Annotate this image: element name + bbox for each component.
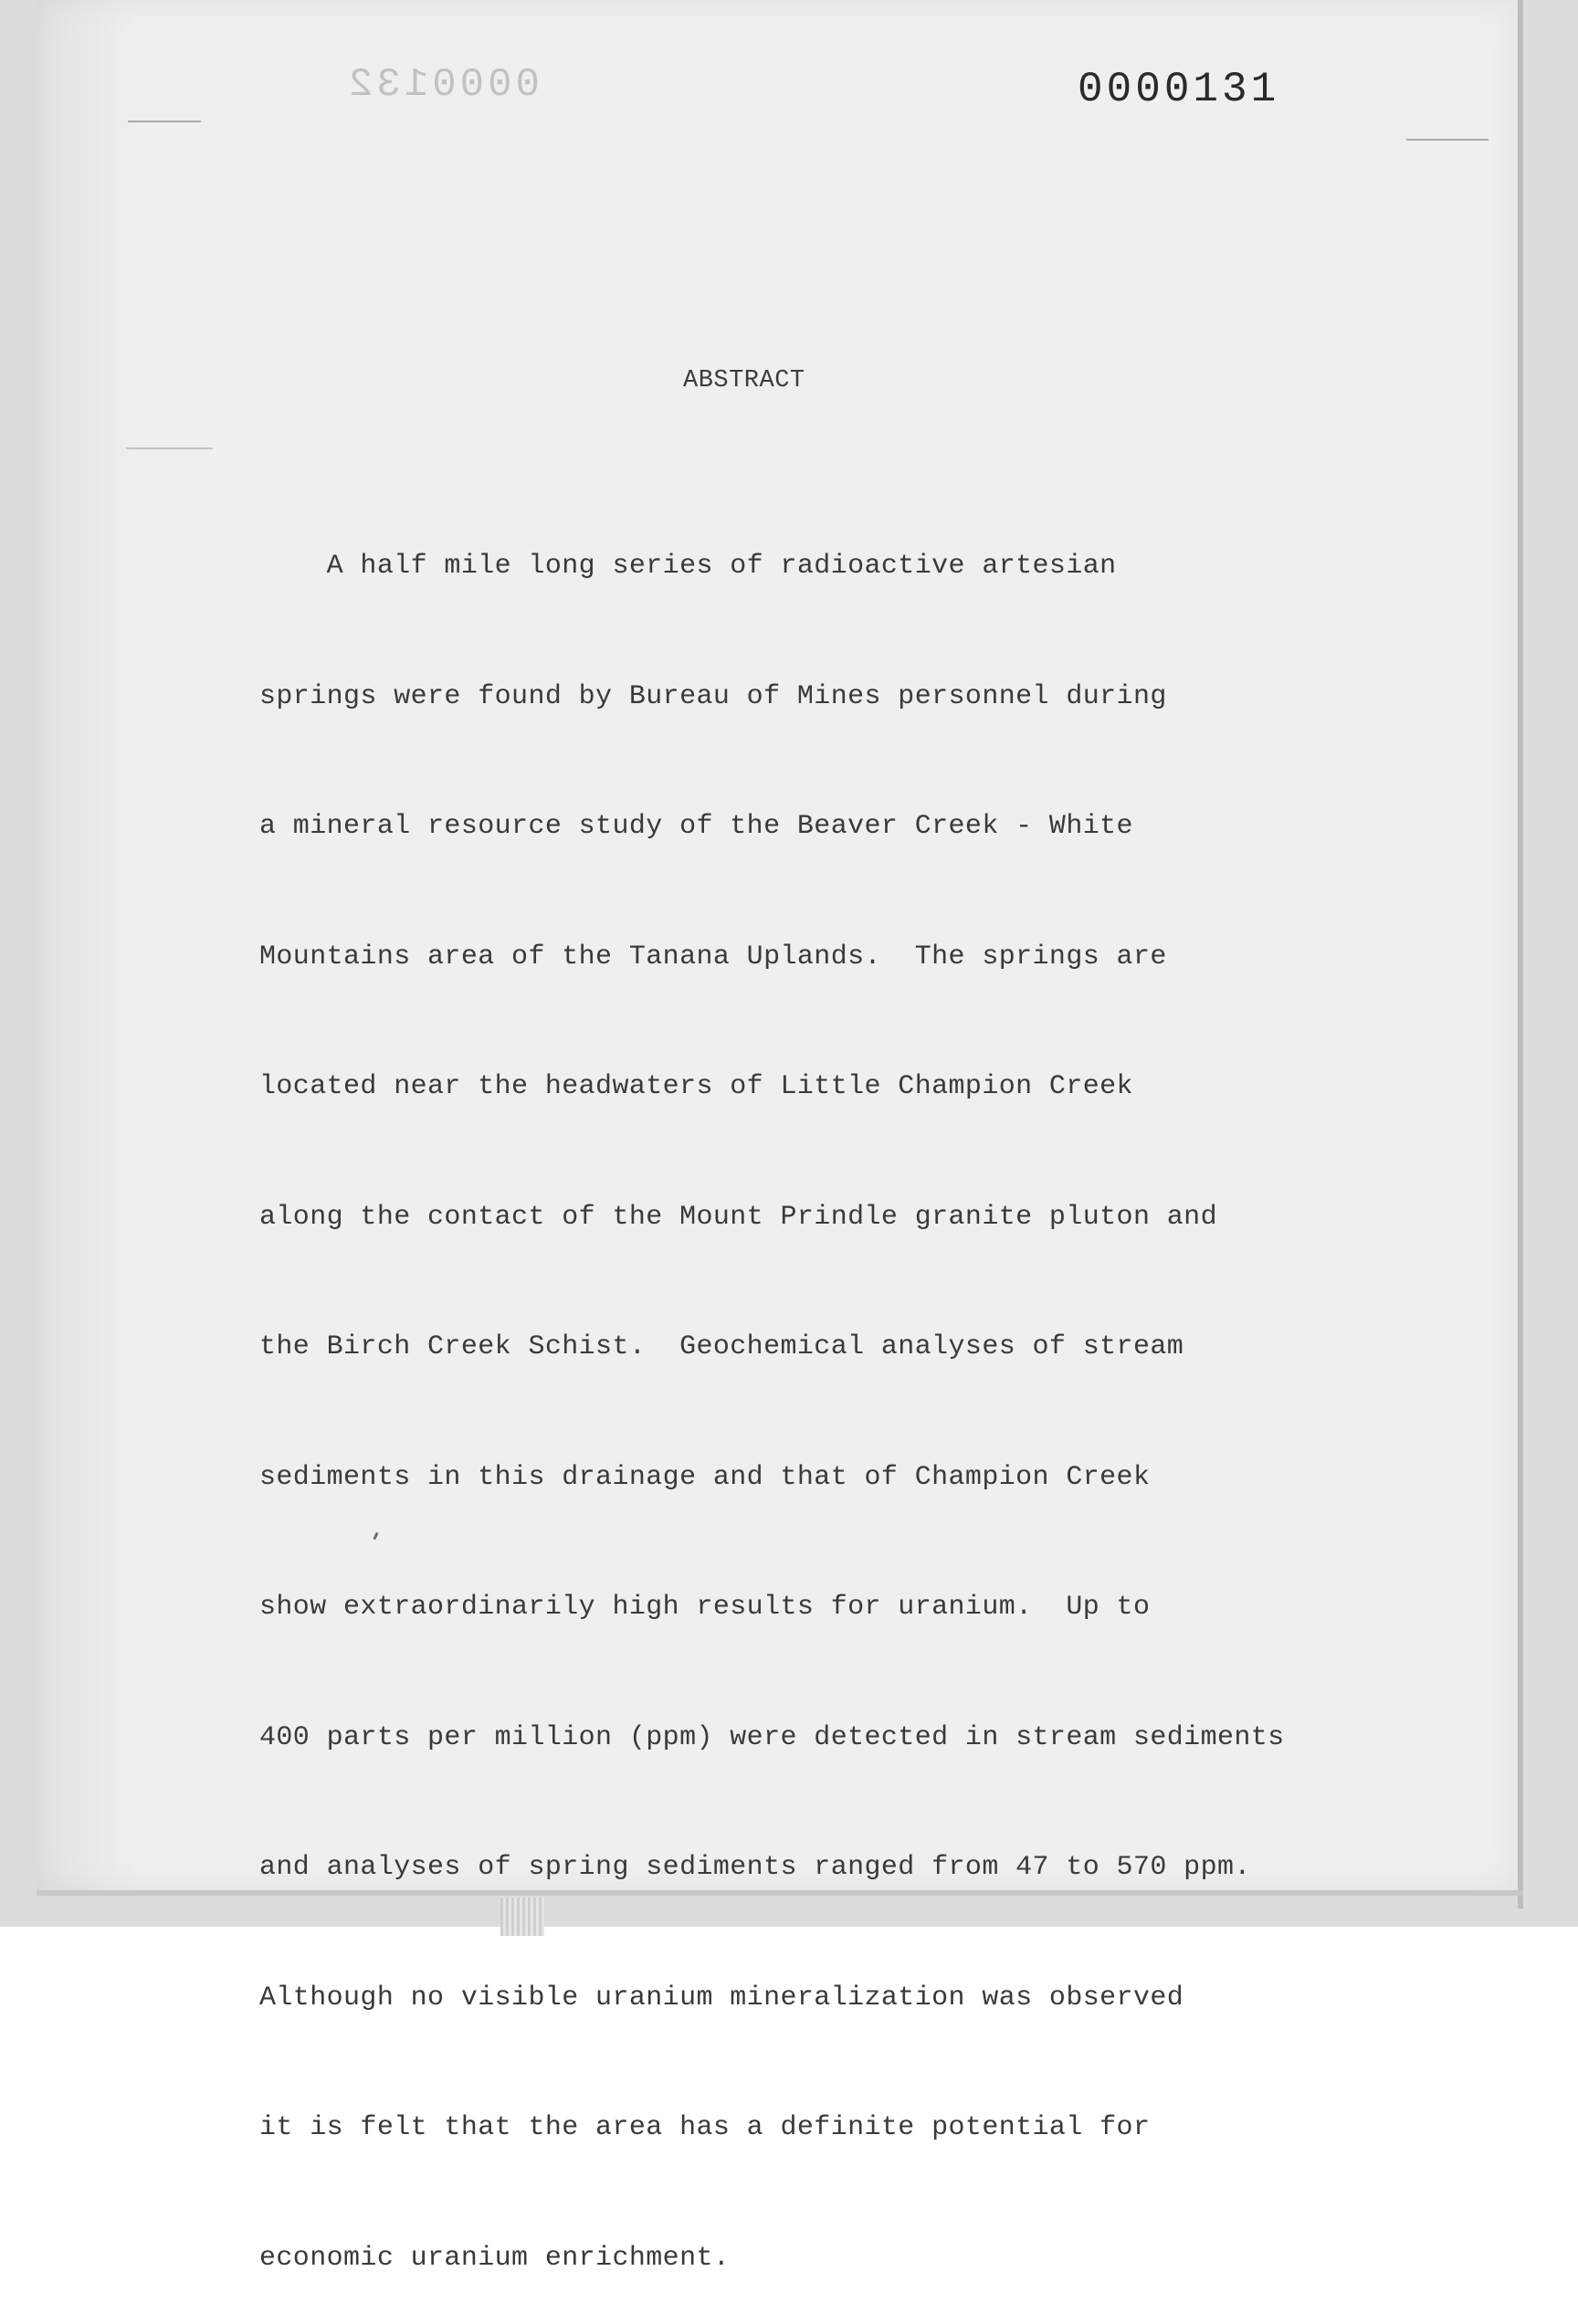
page-number: 0000131	[1078, 66, 1280, 113]
abstract-line: springs were found by Bureau of Mines personnel during	[259, 680, 1167, 712]
abstract-line: Mountains area of the Tanana Uplands. The springs are	[259, 941, 1167, 973]
abstract-line: 400 parts per million (ppm) were detected in stream sediments	[259, 1721, 1285, 1753]
abstract-line: and analyses of spring sediments ranged from 47 to 570 ppm.	[259, 1852, 1251, 1883]
abstract-body	[259, 458, 1410, 2324]
page-edge-right	[1518, 0, 1523, 1909]
abstract-line: sediments in this drainage and that of Champion Creek	[259, 1461, 1151, 1493]
abstract-line: economic uranium enrichment.	[259, 2242, 731, 2274]
bleed-through-page-number: 0000132	[345, 62, 540, 108]
abstract-line: Although no visible uranium mineralization was observed	[259, 1982, 1184, 2014]
abstract-title: ABSTRACT	[683, 367, 805, 394]
abstract-line: the Birch Creek Schist. Geochemical analyses of stream	[259, 1331, 1184, 1362]
margin-rule	[1406, 139, 1489, 141]
abstract-line: a mineral resource study of the Beaver Creek - White	[259, 811, 1133, 842]
abstract-line: show extraordinarily high results for uranium. Up to	[259, 1592, 1151, 1623]
abstract-line: it is felt that the area has a definite potential for	[259, 2112, 1151, 2143]
margin-rule	[126, 447, 213, 449]
abstract-line: along the contact of the Mount Prindle granite pluton and	[259, 1201, 1217, 1233]
abstract-line: A half mile long series of radioactive artesian	[259, 551, 1117, 582]
margin-rule	[128, 121, 201, 122]
page-shadow	[37, 0, 137, 1890]
abstract-line: located near the headwaters of Little Champion Creek	[259, 1071, 1133, 1102]
